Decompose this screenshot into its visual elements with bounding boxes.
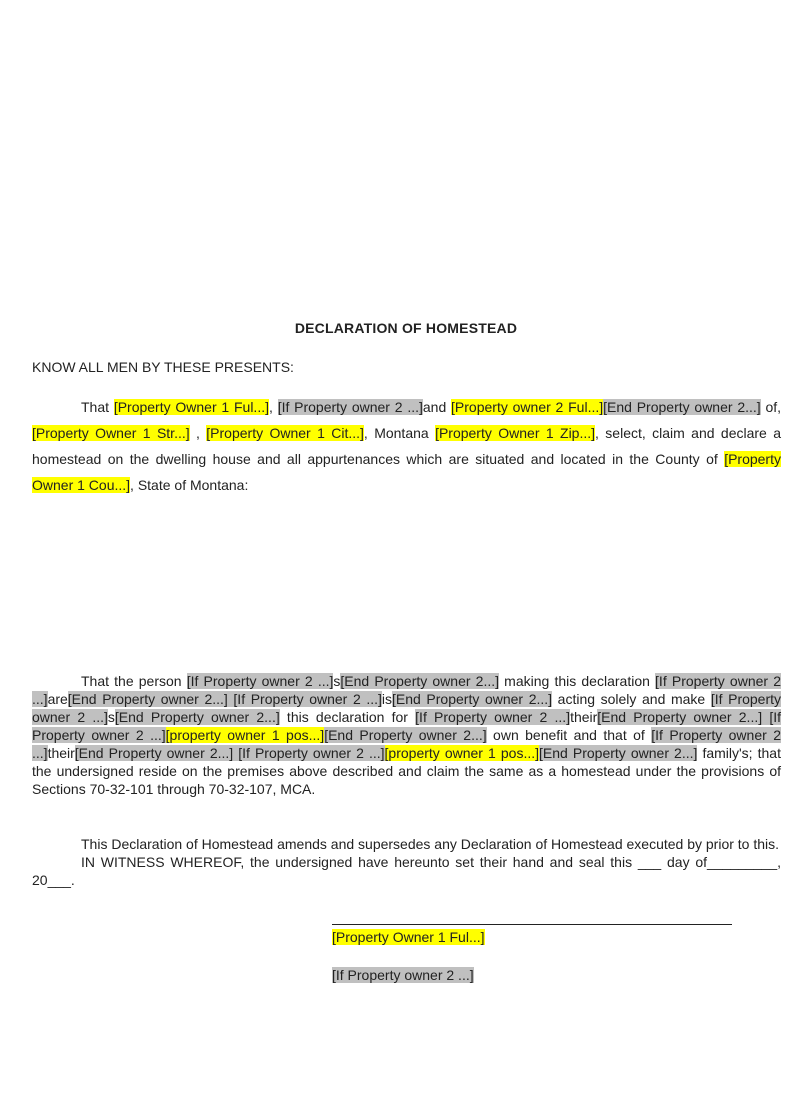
text-segment: their	[47, 745, 75, 761]
field-end-owner2[interactable]: [End Property owner 2...]	[324, 727, 487, 743]
field-end-owner2[interactable]: [End Property owner 2...]	[392, 691, 553, 707]
field-end-owner2[interactable]: [End Property owner 2...]	[67, 691, 228, 707]
field-owner1-possessive[interactable]: [property owner 1 pos...]	[165, 727, 325, 743]
field-end-owner2[interactable]: [End Property owner 2...]	[539, 745, 698, 761]
paragraph-owners	[32, 394, 781, 498]
text-segment: , select, claim and declare a homestead on the dwelling house and all appurtenances which are situated and located in the County of	[32, 425, 782, 467]
text-segment: acting solely and make	[552, 691, 711, 707]
field-end-owner2[interactable]: [End Property owner 2...]	[340, 673, 500, 689]
text-segment: That the person	[81, 673, 187, 689]
field-owner1-city[interactable]: [Property Owner 1 Cit...]	[206, 425, 364, 441]
field-if-owner2[interactable]: [If Property owner 2 ...]	[32, 691, 782, 725]
field-owner1-street[interactable]: [Property Owner 1 Str...]	[32, 425, 190, 441]
field-owner1-full-name[interactable]: [Property Owner 1 Ful...]	[113, 399, 269, 415]
paragraph-witness	[32, 835, 781, 889]
witness-line: IN WITNESS WHEREOF, the undersigned have hereunto set their hand and seal this ___ day of_________, 20___.	[32, 854, 781, 888]
text-segment: s	[107, 709, 115, 725]
field-if-owner2[interactable]: [If Property owner 2 ...]	[277, 399, 423, 415]
field-owner1-possessive[interactable]: [property owner 1 pos...]	[384, 745, 540, 761]
amends-line: This Declaration of Homestead amends and supersedes any Declaration of Homestead executed by prior to this.	[81, 836, 780, 852]
intro-line: KNOW ALL MEN BY THESE PRESENTS:	[32, 359, 294, 375]
field-if-owner2[interactable]: [If Property owner 2 ...]	[332, 967, 474, 983]
field-owner2-full-name[interactable]: [Property owner 2 Ful...]	[451, 399, 604, 415]
field-if-owner2[interactable]: [If Property owner 2 ...]	[233, 745, 385, 761]
field-if-owner2[interactable]: [If Property owner 2 ...]	[32, 727, 781, 761]
text-segment: That	[81, 399, 114, 415]
text-segment: ,	[269, 399, 278, 415]
field-end-owner2[interactable]: [End Property owner 2...]	[114, 709, 280, 725]
field-end-owner2[interactable]: [End Property owner 2...]	[597, 709, 763, 725]
text-segment: , Montana	[363, 425, 436, 441]
text-segment: family's; that the undersigned reside on the premises above described and claim the same as a homestead under the provisions of Sections 70-32-101 through 70-32-107, MCA.	[32, 745, 781, 797]
text-segment: s	[333, 673, 341, 689]
field-owner1-zip[interactable]: [Property Owner 1 Zip...]	[435, 425, 596, 441]
field-if-owner2[interactable]: [If Property owner 2 ...]	[32, 709, 781, 743]
field-owner1-full-name[interactable]: [Property Owner 1 Ful...]	[332, 929, 485, 945]
text-segment: making this declaration	[499, 673, 656, 689]
signature-line	[332, 924, 732, 925]
signature-owner2	[332, 966, 474, 984]
field-end-owner2[interactable]: [End Property owner 2...]	[603, 399, 761, 415]
text-segment: and	[422, 399, 452, 415]
field-owner1-county[interactable]: [Property Owner 1 Cou...]	[32, 451, 781, 493]
paragraph-declaration	[32, 672, 781, 798]
text-segment: , State of Montana:	[130, 477, 249, 493]
field-if-owner2[interactable]: [If Property owner 2 ...]	[32, 673, 781, 707]
text-segment: is	[381, 691, 393, 707]
field-if-owner2[interactable]: [If Property owner 2 ...]	[227, 691, 382, 707]
signature-owner1	[332, 928, 485, 946]
text-segment: ,	[189, 425, 207, 441]
field-if-owner2[interactable]: [If Property owner 2 ...]	[186, 673, 334, 689]
text-segment: their	[570, 709, 598, 725]
document-title: DECLARATION OF HOMESTEAD	[294, 320, 518, 336]
field-if-owner2[interactable]: [If Property owner 2 ...]	[415, 709, 571, 725]
text-segment: own benefit and that of	[486, 727, 652, 743]
text-segment: are	[47, 691, 68, 707]
field-end-owner2[interactable]: [End Property owner 2...]	[74, 745, 234, 761]
text-segment: of,	[760, 399, 782, 415]
text-segment: this declaration for	[279, 709, 416, 725]
